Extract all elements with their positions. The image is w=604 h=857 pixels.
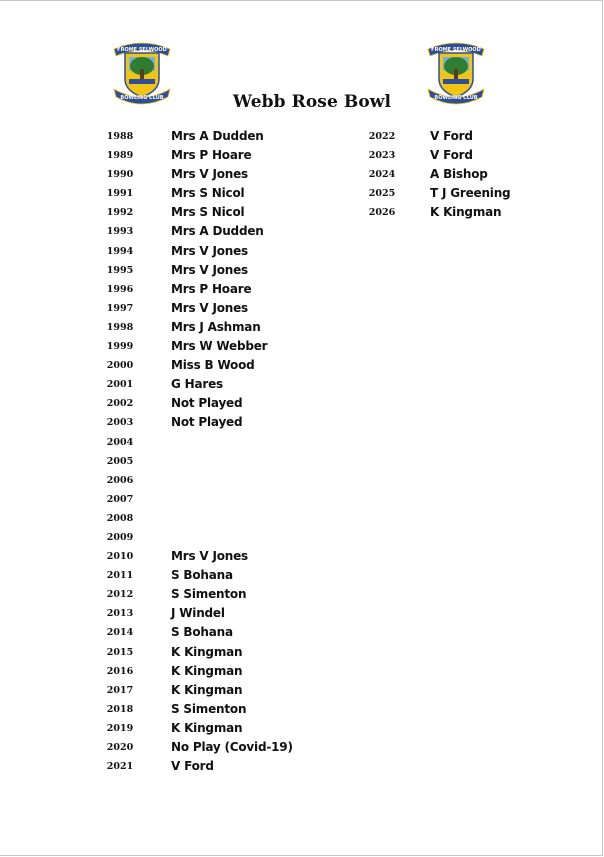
year-label: 2025 — [368, 188, 396, 200]
year-label: 2024 — [368, 169, 396, 181]
winner-name: J Windel — [171, 606, 225, 621]
winner-name: S Simenton — [171, 701, 247, 716]
year-label: 1998 — [106, 321, 134, 333]
winner-name: Not Played — [171, 396, 243, 411]
year-label: 2006 — [106, 474, 134, 486]
year-label: 1997 — [106, 302, 134, 314]
year-label: 2016 — [106, 665, 134, 677]
winner-name: Mrs A Dudden — [171, 129, 264, 143]
winner-name: Mrs V Jones — [171, 300, 248, 315]
svg-text:FROME SELWOOD: FROME SELWOOD — [117, 47, 167, 53]
winner-name: Not Played — [171, 415, 243, 430]
winner-name: G Hares — [171, 377, 223, 392]
year-label: 2015 — [106, 646, 134, 658]
page-title: Webb Rose Bowl — [232, 92, 392, 112]
winner-name: S Simenton — [171, 587, 247, 602]
winner-name: K Kingman — [171, 682, 243, 697]
year-label: 2022 — [368, 131, 396, 142]
year-label: 2017 — [106, 684, 134, 696]
year-label: 2010 — [106, 551, 134, 563]
winner-name: T J Greening — [430, 186, 511, 201]
winner-name: S Bohana — [171, 625, 233, 640]
winner-name: Miss B Wood — [171, 358, 255, 373]
winner-name: V Ford — [430, 148, 473, 163]
year-label: 2004 — [106, 436, 134, 448]
winner-name: Mrs A Dudden — [171, 224, 264, 239]
winner-name: Mrs P Hoare — [171, 148, 252, 163]
year-label: 2018 — [106, 703, 134, 715]
winner-name: Mrs V Jones — [171, 262, 248, 277]
year-label: 2021 — [106, 761, 134, 773]
winner-name: K Kingman — [171, 644, 243, 659]
winner-name: Mrs V Jones — [171, 167, 248, 182]
year-label: 1993 — [106, 226, 134, 238]
year-label: 1992 — [106, 207, 134, 219]
winner-name: V Ford — [171, 759, 214, 774]
year-label: 2008 — [106, 512, 134, 524]
year-label: 2023 — [368, 150, 396, 162]
year-label: 2009 — [106, 531, 134, 543]
svg-text:FROME SELWOOD: FROME SELWOOD — [431, 47, 481, 53]
year-label: 2026 — [368, 207, 396, 219]
year-label: 1991 — [106, 188, 134, 200]
winner-name: Mrs V Jones — [171, 549, 248, 564]
winner-name: V Ford — [430, 129, 473, 143]
year-label: 2000 — [106, 360, 134, 372]
winner-name: Mrs S Nicol — [171, 205, 245, 220]
year-label: 1994 — [106, 245, 134, 257]
winner-name: K Kingman — [171, 720, 243, 735]
year-label: 2002 — [106, 398, 134, 410]
year-label: 1990 — [106, 169, 134, 181]
winner-name: Mrs S Nicol — [171, 186, 245, 201]
year-label: 2005 — [106, 455, 134, 467]
year-label: 2012 — [106, 589, 134, 601]
year-label: 2011 — [106, 570, 134, 582]
year-label: 1995 — [106, 264, 134, 276]
winner-name: Mrs P Hoare — [171, 281, 252, 296]
year-label: 2014 — [106, 627, 134, 639]
winner-name: K Kingman — [171, 663, 243, 678]
year-label: 2013 — [106, 608, 134, 620]
year-label: 2003 — [106, 417, 134, 429]
winner-name: No Play (Covid-19) — [171, 740, 293, 754]
winner-name: Mrs V Jones — [171, 243, 248, 258]
svg-text:BOWLING CLUB: BOWLING CLUB — [434, 95, 478, 101]
winner-name: S Bohana — [171, 568, 233, 583]
winner-name: A Bishop — [430, 167, 488, 182]
year-label: 1989 — [106, 150, 134, 162]
winner-name: K Kingman — [430, 205, 502, 220]
svg-text:BOWLING CLUB: BOWLING CLUB — [120, 95, 164, 101]
year-label: 2020 — [106, 742, 134, 753]
winner-name: Mrs W Webber — [171, 339, 268, 354]
year-label: 2007 — [106, 493, 134, 505]
year-label: 1999 — [106, 341, 134, 353]
year-label: 1988 — [106, 131, 134, 142]
year-label: 1996 — [106, 283, 134, 295]
winner-name: Mrs J Ashman — [171, 319, 261, 334]
year-label: 2001 — [106, 379, 134, 391]
year-label: 2019 — [106, 722, 134, 734]
